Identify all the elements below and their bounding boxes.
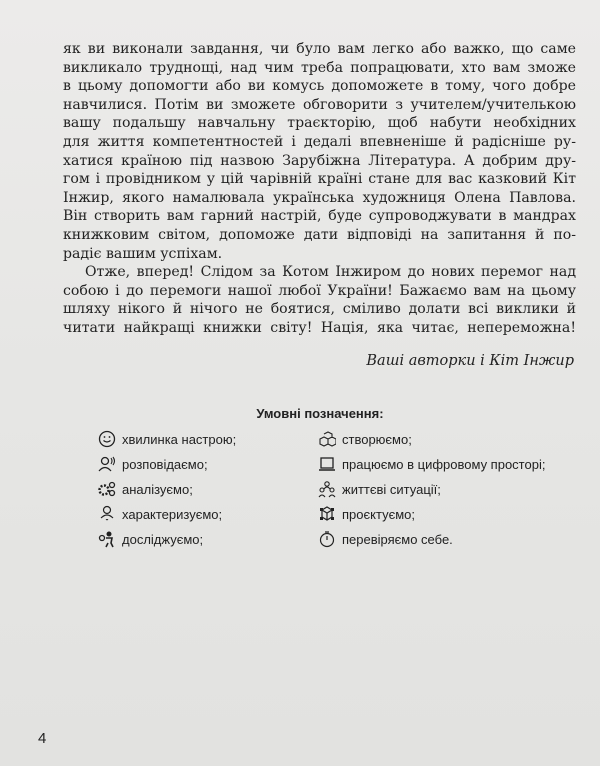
text-line: для життя компетентностей і дедалі впевненіше й радісніше ру- [63, 133, 576, 150]
cubes-icon [318, 430, 336, 448]
project-cube-icon [318, 505, 336, 523]
laptop-icon [318, 455, 336, 473]
signature: Ваші авторки і Кіт Інжир [366, 353, 574, 369]
text-line: в цьому допомогти або ви комусь допоможете в тому, чого добре [63, 78, 576, 95]
legend-label: створюємо; [342, 431, 412, 447]
explorer-icon [98, 530, 116, 548]
text-line: Отже, вперед! Слідом за Котом Інжиром до нових перемог над [85, 264, 576, 281]
text-line: книжковим світом, допоможе дати відповіді на запитання й по- [63, 226, 576, 243]
text-line: Він створить вам гарний настрій, буде супроводжувати в мандрах [63, 208, 576, 225]
legend-title: Умовні позначення: [256, 406, 384, 421]
text-line: вашу подальшу навчальну траєкторію, щоб набути необхідних [63, 115, 576, 132]
person-question-icon [98, 505, 116, 523]
legend-label: характеризуємо; [122, 506, 223, 522]
text-line: читати найкращі книжки світу! Нація, яка читає, непереможна! [63, 319, 576, 336]
legend-label: проєктуємо; [342, 506, 415, 522]
smiley-icon [98, 430, 116, 448]
page-number: 4 [38, 730, 47, 747]
legend-item [318, 480, 441, 498]
text-line: як ви виконали завдання, чи було вам легко або важко, що саме [63, 41, 576, 57]
gears-icon [98, 480, 116, 498]
text-line: собою і до перемоги нашої любої України! Бажаємо вам на цьому [63, 282, 576, 299]
text-line: радіє вашим успіхам. [63, 245, 223, 262]
legend-label: аналізуємо; [122, 481, 193, 497]
text-line: гом і провідником у цій чарівній країні стане для вас казковий Кіт [63, 171, 576, 188]
legend-label: життєві ситуації; [342, 481, 441, 497]
speaking-person-icon [98, 455, 116, 473]
text-line: хатися країною під назвою Зарубіжна Література. А добрим дру- [63, 152, 576, 169]
text-line: викликало труднощі, над чим треба попрацювати, хто вам зможе [63, 59, 576, 76]
legend-item [318, 430, 412, 448]
legend-label: працюємо в цифровому просторі; [342, 456, 546, 472]
legend-label: досліджуємо; [122, 531, 204, 547]
body-text [63, 40, 576, 338]
legend-item [98, 430, 236, 448]
legend-item [318, 530, 453, 548]
legend-item [318, 505, 415, 523]
text-line: Інжир, якого намалювала українська художниця Олена Павлова. [63, 189, 576, 206]
people-group-icon [318, 480, 336, 498]
legend-item [98, 455, 208, 473]
stopwatch-icon [318, 530, 336, 548]
legend-item [98, 530, 203, 548]
legend-label: розповідаємо; [122, 456, 208, 472]
text-line: навчилися. Потім ви зможете обговорити з учителем/учителькою [63, 96, 576, 113]
legend-item [98, 480, 193, 498]
legend-item [318, 455, 545, 473]
legend-label: перевіряємо себе. [342, 531, 453, 547]
text-line: шляху нікого й нічого не боятися, сміливо долати всі виклики й [63, 301, 576, 318]
legend-label: хвилинка настрою; [122, 431, 237, 447]
legend-item [98, 505, 222, 523]
